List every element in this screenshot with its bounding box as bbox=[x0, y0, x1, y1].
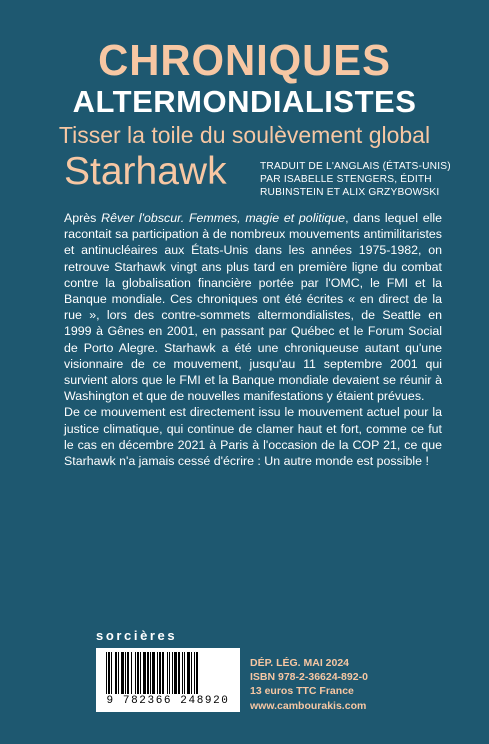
barcode-bar bbox=[187, 652, 190, 694]
translator-credit bbox=[260, 160, 470, 199]
barcode-bar bbox=[150, 652, 151, 694]
collection-name: sorcières bbox=[96, 628, 178, 643]
barcode-bar bbox=[121, 652, 124, 694]
barcode-bar bbox=[178, 652, 180, 694]
barcode-bar bbox=[135, 652, 136, 694]
barcode-bar bbox=[182, 652, 183, 694]
price: 13 euros TTC France bbox=[250, 685, 354, 698]
barcode-bar bbox=[127, 652, 129, 694]
title-line-2: ALTERMONDIALISTES bbox=[72, 84, 417, 119]
cited-book-title: Rêver l'obscur. Femmes, magie et politique bbox=[101, 211, 346, 225]
barcode-bar bbox=[147, 652, 149, 694]
subtitle: Tisser la toile du soulèvement global bbox=[58, 122, 431, 148]
barcode-bar bbox=[191, 652, 192, 694]
blurb-paragraph-1 bbox=[64, 210, 442, 404]
barcode-bar bbox=[106, 652, 107, 694]
barcode-bar bbox=[184, 652, 185, 694]
translator-line: RUBINSTEIN ET ALIX GRZYBOWSKI bbox=[260, 187, 440, 198]
barcode-bar bbox=[196, 652, 198, 694]
barcode-bar bbox=[172, 652, 173, 694]
translator-line: PAR ISABELLE STENGERS, ÉDITH bbox=[260, 174, 432, 185]
barcode-bar bbox=[131, 652, 132, 694]
barcode-bar bbox=[162, 652, 164, 694]
barcode-bar bbox=[143, 652, 146, 694]
barcode-bar bbox=[169, 652, 170, 694]
barcode-bar bbox=[157, 652, 158, 694]
author-name: Starhawk bbox=[64, 150, 227, 193]
isbn: ISBN 978-2-36624-892-0 bbox=[250, 671, 368, 684]
barcode-bar bbox=[140, 652, 141, 694]
blurb-paragraph-2: De ce mouvement est directement issu le mouvement actuel pour la justice climatique, qui continue de clamer haut et fort, comme ce fut le cas en décembre 2021 à Paris à l'occasion de la COP 21, ce que Starhawk n'a jamais cessé d'écrire : Un autre monde est possible ! bbox=[64, 405, 442, 469]
blurb-p1-rest: , dans lequel elle racontait sa participation à de nombreux mouvements antimilitaristes et antinucléaires aux États-Unis dans les années 1975-1982, on retrouve Starhawk vingt ans plus tard en première ligne du combat contre la globalisation financière portée par l'OMC, le FMI et la Banque mondiale. Ces chroniques ont été écrites « en direct de la rue », lors des contre-sommets altermondialistes, de Seattle en 1999 à Gênes en 2001, en passant par Québec et le Forum Social de Porto Alegre. Starhawk a été une chroniqueuse autant qu'une visionnaire de ce mouvement, jusqu'au 11 septembre 2001 qui survient alors que le FMI et la Banque mondiale devaient se réunir à Washington et que de nouvelles manifestations y étaient prévues. bbox=[64, 211, 442, 404]
barcode-bar bbox=[159, 652, 161, 694]
barcode-bar bbox=[108, 652, 110, 694]
legal-info bbox=[250, 656, 450, 713]
title-line-1: CHRONIQUES bbox=[98, 36, 391, 85]
blurb-text bbox=[64, 210, 442, 469]
barcode-bar bbox=[167, 652, 168, 694]
barcode-bars bbox=[106, 652, 230, 694]
translator-line: TRADUIT DE L'ANGLAIS (ÉTATS-UNIS) bbox=[260, 161, 451, 172]
isbn-barcode bbox=[96, 648, 240, 712]
barcode-bar bbox=[137, 652, 139, 694]
barcode-bar bbox=[111, 652, 112, 694]
barcode-bar bbox=[152, 652, 155, 694]
barcode-bar bbox=[194, 652, 195, 694]
barcode-number: 9 782366 248920 bbox=[106, 695, 230, 707]
blurb-p1-prefix: Après bbox=[64, 211, 102, 225]
barcode-bar bbox=[115, 652, 117, 694]
legal-deposit: DÉP. LÉG. MAI 2024 bbox=[250, 657, 350, 669]
publisher-website: www.cambourakis.com bbox=[250, 699, 367, 712]
barcode-bar bbox=[125, 652, 126, 694]
barcode-bar bbox=[118, 652, 119, 694]
barcode-bar bbox=[174, 652, 177, 694]
